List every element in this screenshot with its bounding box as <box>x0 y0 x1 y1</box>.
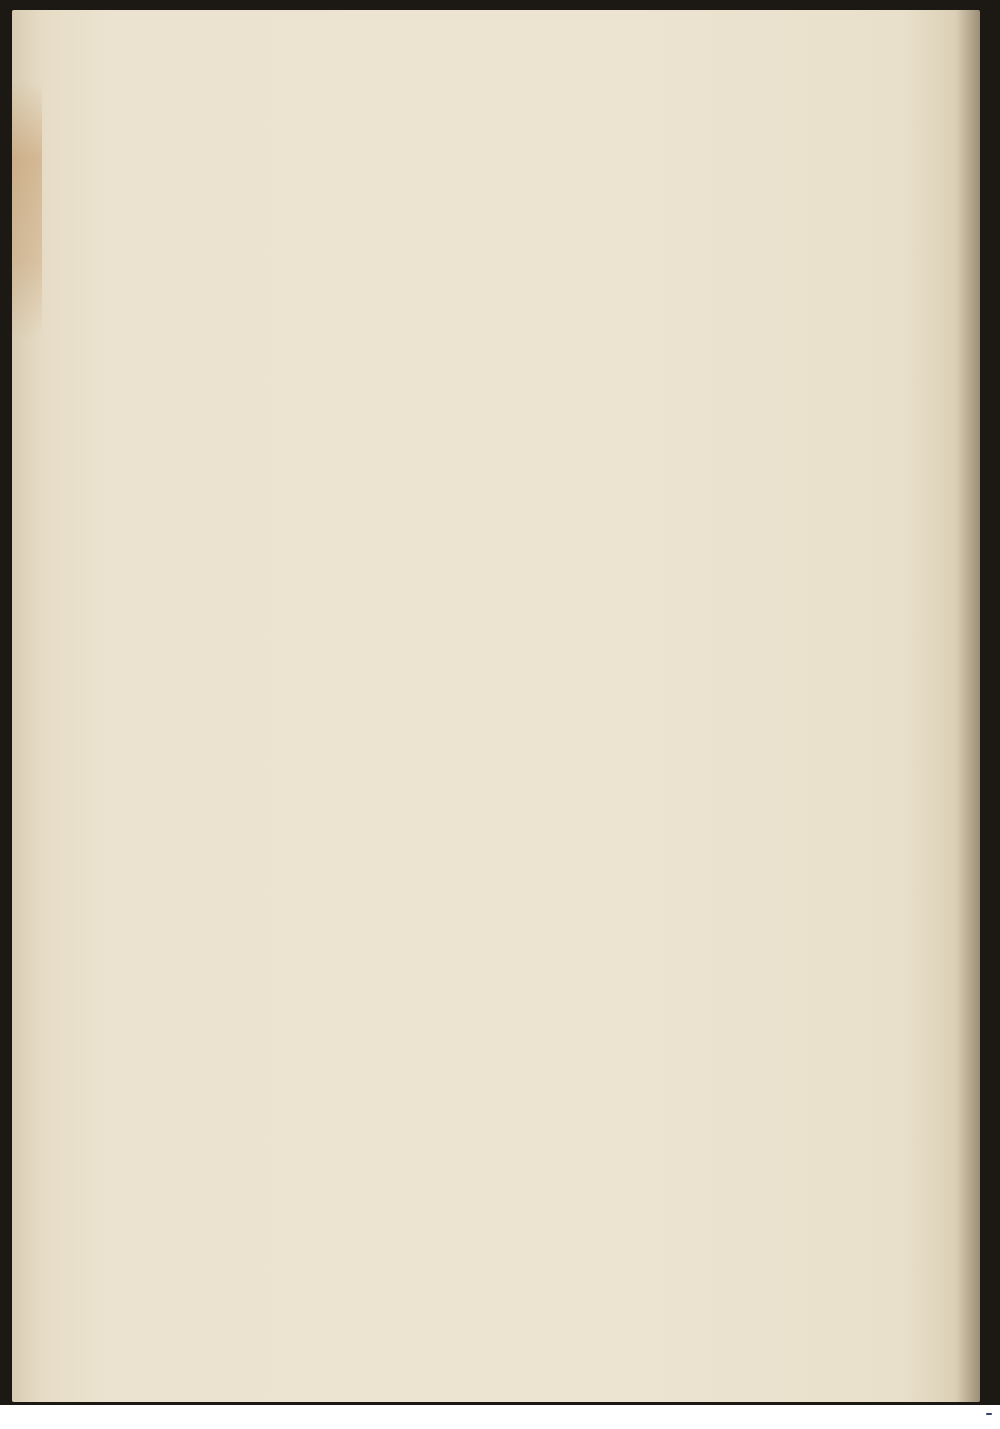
digitization-credit <box>982 1413 992 1415</box>
page-gutter-shadow <box>956 10 980 1402</box>
page-stain <box>12 80 42 340</box>
catchword <box>246 200 946 227</box>
verse-line-1 <box>246 128 946 164</box>
dfg-logo <box>986 1413 992 1415</box>
verse-line-2 <box>246 164 946 200</box>
main-text-column <box>246 128 946 227</box>
